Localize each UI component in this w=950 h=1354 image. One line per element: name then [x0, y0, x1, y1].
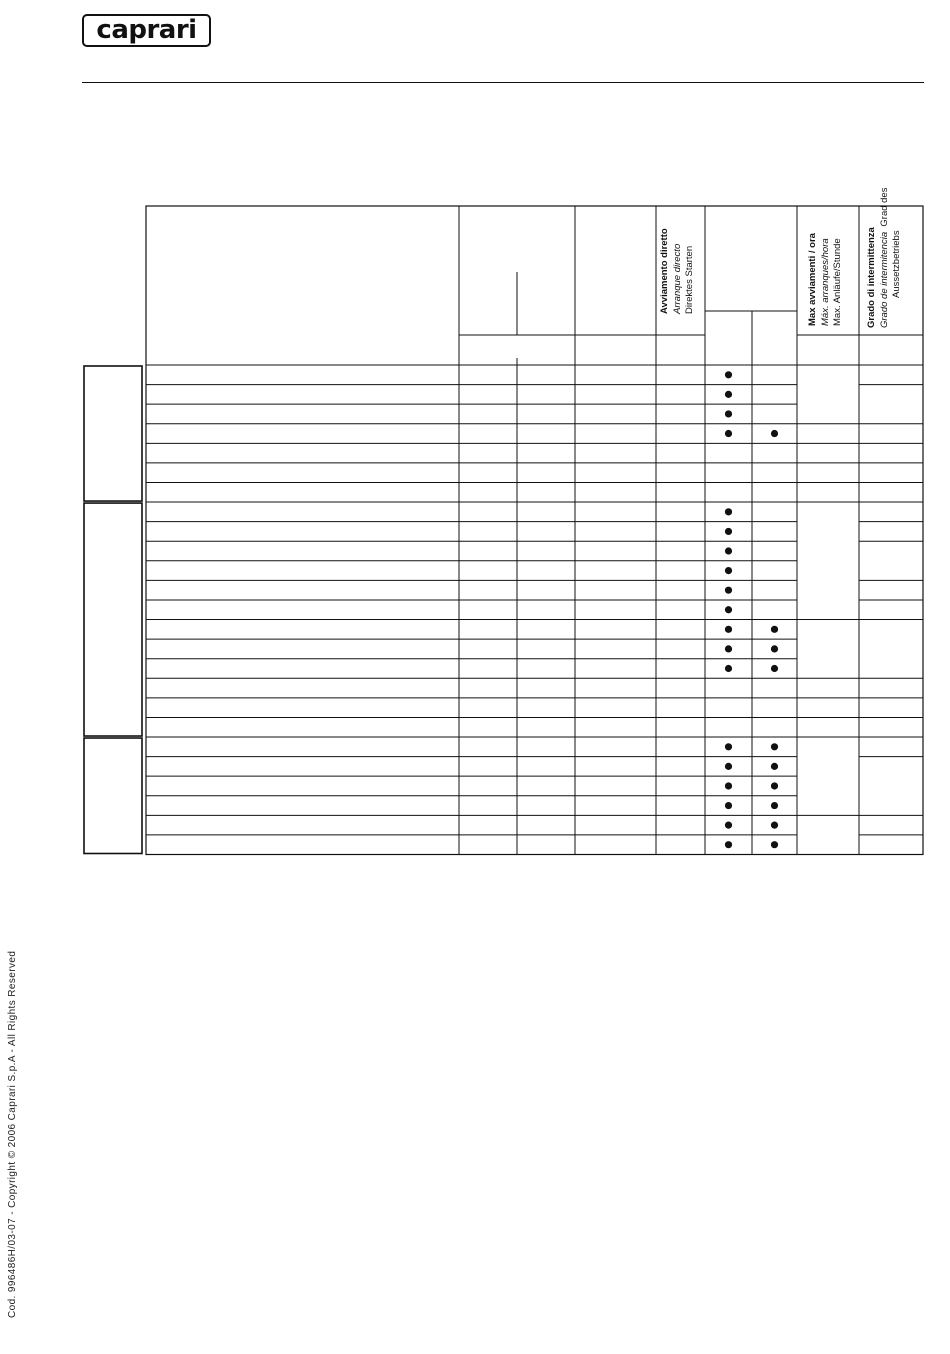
- side-group-box: [84, 503, 142, 736]
- direct-start-header: [659, 228, 697, 314]
- row-dot-1: [725, 567, 732, 574]
- row-dot-2: [771, 645, 778, 652]
- row-dot-1: [725, 822, 732, 829]
- row-dot-1: [725, 626, 732, 633]
- max-starts-es: Máx. arranques/hora: [819, 238, 831, 326]
- row-dot-1: [725, 508, 732, 515]
- direct-start-de: Direktes Starten: [684, 245, 695, 314]
- row-dot-2: [771, 430, 778, 437]
- row-dot-1: [725, 391, 732, 398]
- row-dot-1: [725, 528, 732, 535]
- row-dot-1: [725, 371, 732, 378]
- row-dot-1: [725, 802, 732, 809]
- row-dot-1: [725, 430, 732, 437]
- intermittence-header: [866, 188, 904, 328]
- row-dot-1: [725, 410, 732, 417]
- row-dot-2: [771, 626, 778, 633]
- copyright-text: Cod. 996486H/03-07 - Copyright © 2006 Caprari S.p.A - All Rights Reserved: [7, 950, 18, 1318]
- direct-start-it: Avviamento diretto: [659, 228, 670, 314]
- max-starts-header: [807, 233, 845, 326]
- row-dot-1: [725, 763, 732, 770]
- row-dot-2: [771, 841, 778, 848]
- row-dot-2: [771, 802, 778, 809]
- row-dot-1: [725, 606, 732, 613]
- row-dot-1: [725, 665, 732, 672]
- side-group-box: [84, 366, 142, 501]
- direct-start-es: Arranque directo: [671, 243, 683, 314]
- row-dot-1: [725, 645, 732, 652]
- max-starts-it: Max avviamenti / ora: [807, 233, 818, 326]
- row-dot-1: [725, 547, 732, 554]
- row-dot-2: [771, 665, 778, 672]
- row-dot-1: [725, 841, 732, 848]
- row-dot-1: [725, 782, 732, 789]
- side-group-box: [84, 738, 142, 853]
- caprari-logo: caprari: [82, 14, 211, 47]
- intermittence-it: Grado di intermittenza: [866, 227, 877, 328]
- row-dot-1: [725, 743, 732, 750]
- row-dot-1: [725, 587, 732, 594]
- max-starts-de: Max. Anläufe/Stunde: [832, 238, 843, 326]
- row-dot-2: [771, 743, 778, 750]
- row-dot-2: [771, 763, 778, 770]
- intermittence-es-line: Grado de intermitencia Grad des: [878, 187, 890, 328]
- row-dot-2: [771, 782, 778, 789]
- intermittence-de-2: Aussetzbetriebs: [891, 230, 902, 298]
- row-dot-2: [771, 822, 778, 829]
